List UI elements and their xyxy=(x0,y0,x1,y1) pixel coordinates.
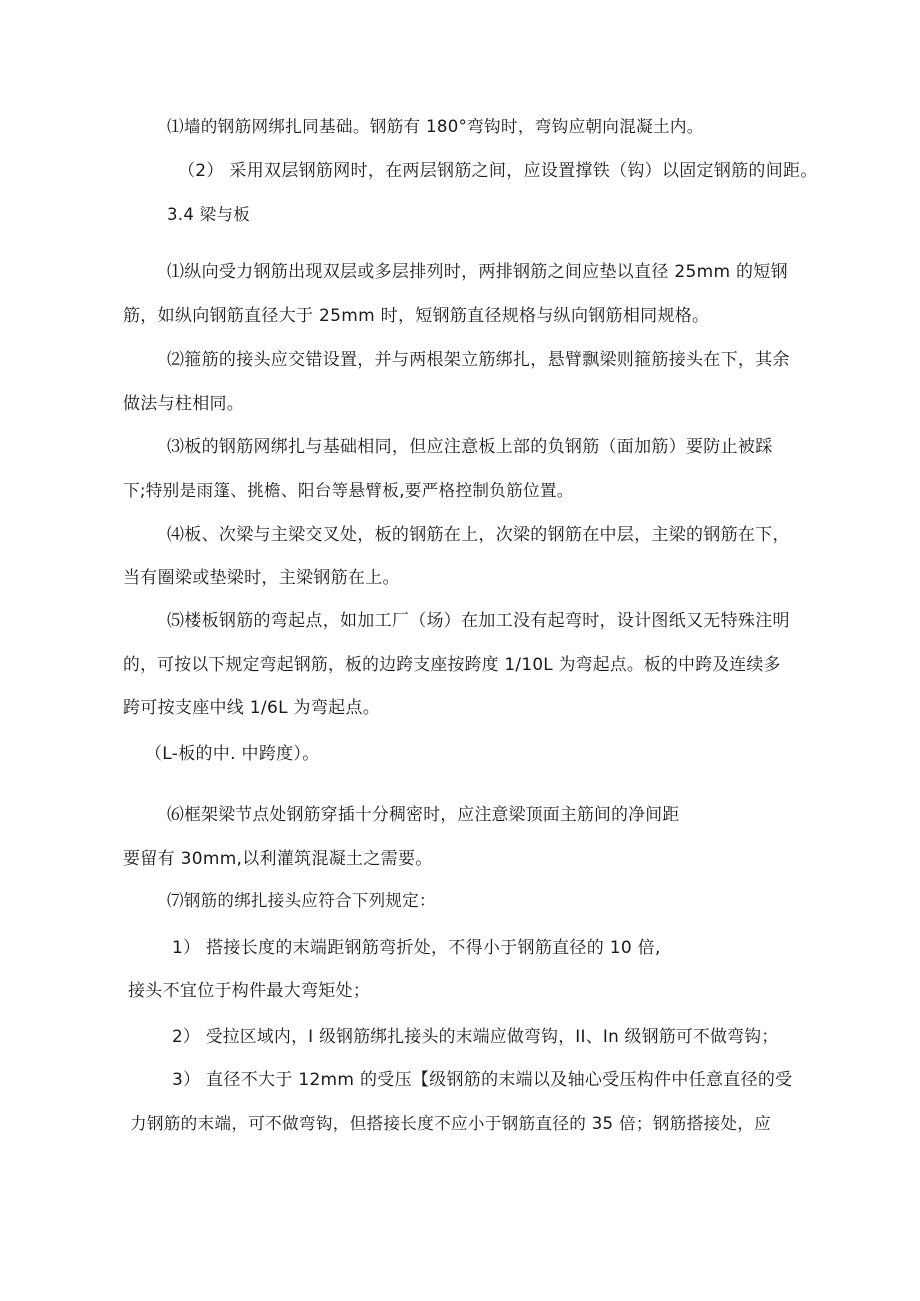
beam-slab-item-1-line-2: 筋，如纵向钢筋直径大于 25mm 时，短钢筋直径规格与纵向钢筋相同规格。 xyxy=(123,306,710,326)
beam-slab-item-5-line-2: 的，可按以下规定弯起钢筋，板的边跨支座按跨度 1/10L 为弯起点。板的中跨及连续多 xyxy=(123,654,781,674)
beam-slab-item-2-line-2: 做法与柱相同。 xyxy=(123,394,245,414)
section-heading-3-4: 3.4 梁与板 xyxy=(167,205,251,224)
beam-slab-item-3-line-2: 下;特别是雨篷、挑檐、阳台等悬臂板,要严格控制负筋位置。 xyxy=(123,481,574,500)
beam-slab-item-3-line-1: ⑶板的钢筋网绑扎与基础相同，但应注意板上部的负钢筋（面加筋）要防止被踩 xyxy=(167,437,773,457)
beam-slab-item-2-line-1: ⑵箍筋的接头应交错设置，并与两根架立筋绑扎，悬臂飘梁则箍筋接头在下，其余 xyxy=(167,350,790,370)
beam-slab-item-6-line-1: ⑹框架梁节点处钢筋穿插十分稠密时，应注意梁顶面主筋间的净间距 xyxy=(167,804,680,824)
beam-slab-item-5-line-3: 跨可按支座中线 1/6L 为弯起点。 xyxy=(123,698,381,718)
wall-mesh-line-2: （2） 采用双层钢筋网时，在两层钢筋之间，应设置撑铁（钩）以固定钢筋的间距。 xyxy=(178,161,818,181)
beam-slab-item-4-line-2: 当有圈梁或垫梁时，主梁钢筋在上。 xyxy=(123,568,400,588)
wall-mesh-line-1: ⑴墙的钢筋网绑扎同基础。钢筋有 180°弯钩时，弯钩应朝向混凝土内。 xyxy=(167,117,704,136)
lap-joint-rule-1-line-2: 接头不宜位于构件最大弯矩处； xyxy=(128,981,371,1001)
beam-slab-item-1-line-1: ⑴纵向受力钢筋出现双层或多层排列时，两排钢筋之间应垫以直径 25mm 的短钢 xyxy=(167,262,788,282)
lap-joint-rule-1-line-1: 1） 搭接长度的末端距钢筋弯折处，不得小于钢筋直径的 10 倍, xyxy=(172,938,661,958)
beam-slab-item-4-line-1: ⑷板、次梁与主梁交叉处，板的钢筋在上，次梁的钢筋在中层，主梁的钢筋在下， xyxy=(167,525,790,545)
span-note: （L-板的中. 中跨度）。 xyxy=(145,744,320,764)
beam-slab-item-6-line-2: 要留有 30mm,以利灌筑混凝土之需要。 xyxy=(123,849,433,869)
beam-slab-item-5-line-1: ⑸楼板钢筋的弯起点，如加工厂（场）在加工没有起弯时，设计图纸又无特殊注明 xyxy=(167,611,790,631)
lap-joint-rule-3-line-2: 力钢筋的末端，可不做弯钩，但搭接长度不应小于钢筋直径的 35 倍；钢筋搭接处，应 xyxy=(130,1114,772,1133)
lap-joint-rules-intro: ⑺钢筋的绑扎接头应符合下列规定： xyxy=(167,891,436,910)
lap-joint-rule-3-line-1: 3） 直径不大于 12mm 的受压【级钢筋的末端以及轴心受压构件中任意直径的受 xyxy=(172,1070,793,1090)
lap-joint-rule-2: 2） 受拉区域内，I 级钢筋绑扎接头的末端应做弯钩，II、In 级钢筋可不做弯钩； xyxy=(172,1026,779,1046)
